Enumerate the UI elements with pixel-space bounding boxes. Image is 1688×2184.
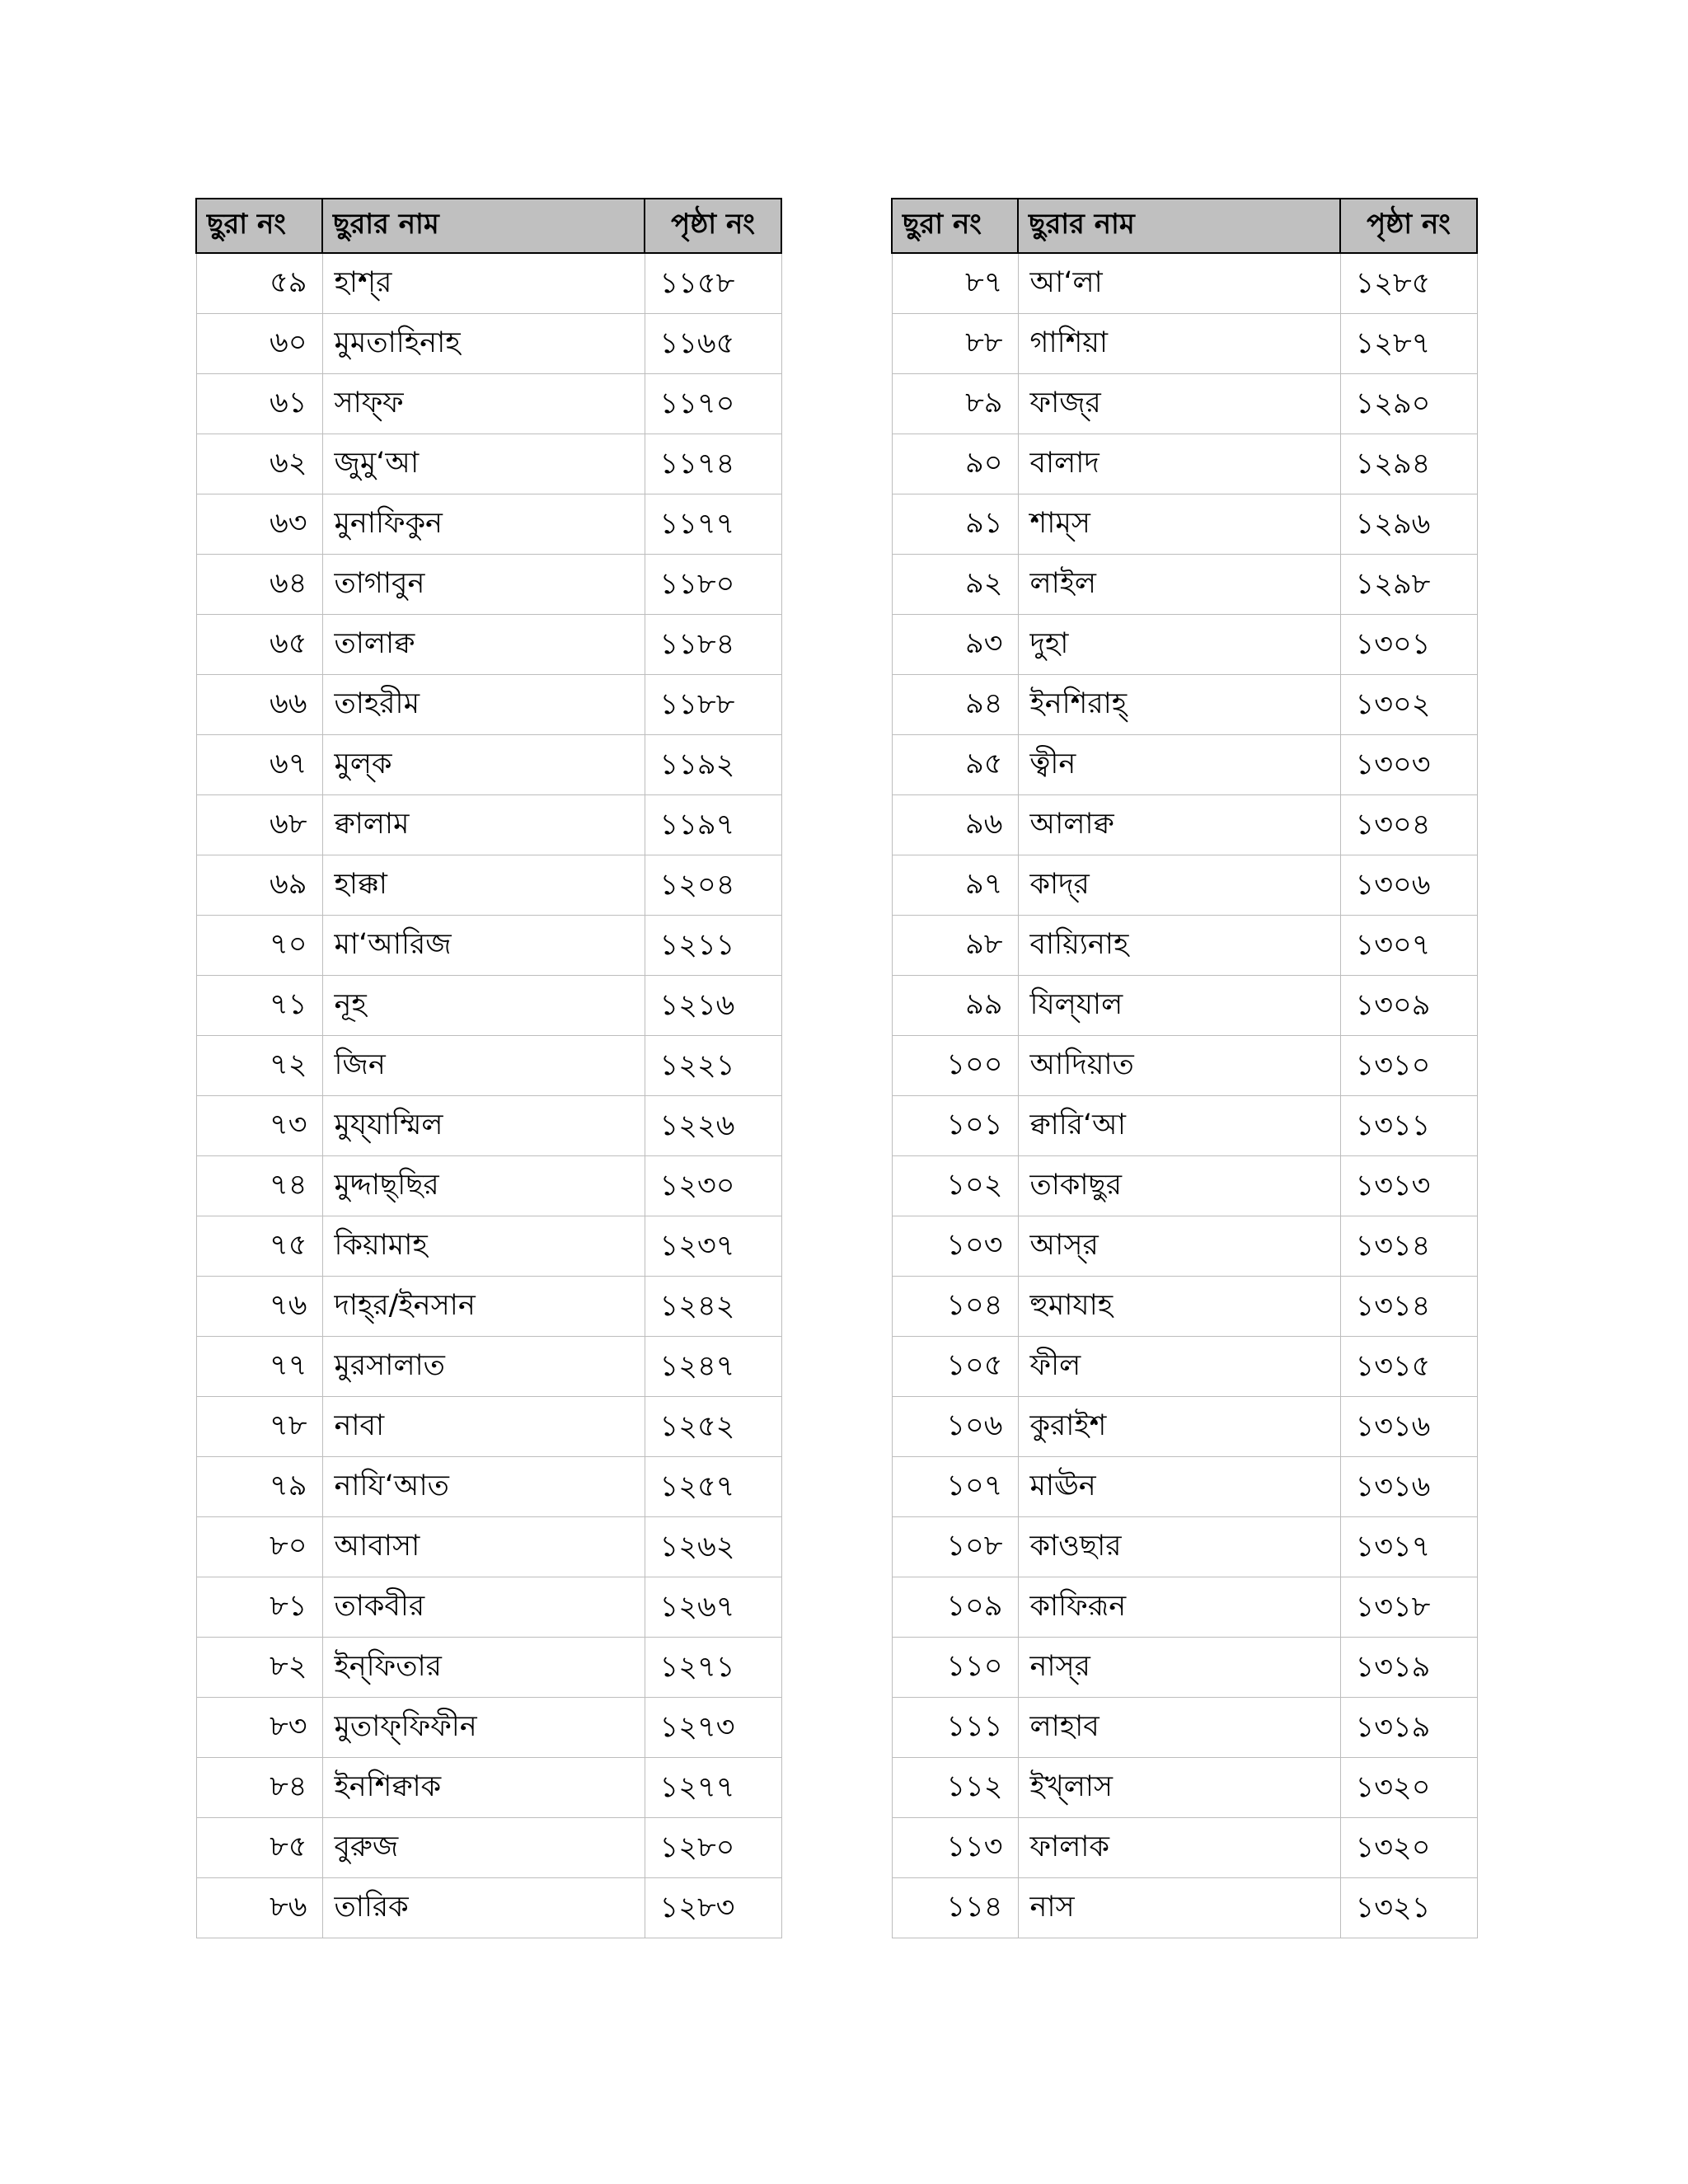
surah-name-cell: নাস: [1018, 1878, 1340, 1938]
surah-name-cell: আ‘লা: [1018, 253, 1340, 314]
table-row: [196, 1878, 781, 1938]
surah-index-table-left: [195, 198, 782, 1938]
surah-number-cell: ৯৭: [892, 855, 1018, 916]
surah-name-cell: ক্বারি‘আ: [1018, 1096, 1340, 1156]
page-number-cell: ১৩০৭: [1340, 916, 1477, 976]
table-row: [196, 1517, 781, 1577]
table-row: [196, 1337, 781, 1397]
surah-name-cell: মাঊন: [1018, 1457, 1340, 1517]
table-row: [892, 735, 1477, 795]
surah-name-cell: হুমাযাহ: [1018, 1277, 1340, 1337]
table-row: [892, 1337, 1477, 1397]
table-row: [196, 1036, 781, 1096]
surah-name-cell: দুহা: [1018, 615, 1340, 675]
table-row: [196, 795, 781, 855]
page-number-cell: ১৩১৯: [1340, 1638, 1477, 1698]
surah-name-cell: ফালাক: [1018, 1818, 1340, 1878]
page-number-cell: ১২৪৭: [645, 1337, 781, 1397]
surah-number-cell: ১০০: [892, 1036, 1018, 1096]
page-number-cell: ১১৫৮: [645, 253, 781, 314]
surah-name-cell: বুরুজ: [322, 1818, 645, 1878]
page-number-cell: ১২৩০: [645, 1156, 781, 1216]
table-row: [196, 1457, 781, 1517]
page-number-cell: ১১৭৪: [645, 434, 781, 494]
surah-name-cell: লাইল: [1018, 555, 1340, 615]
surah-number-cell: ১১১: [892, 1698, 1018, 1758]
page-number-cell: ১১৯৭: [645, 795, 781, 855]
surah-number-cell: ৮২: [196, 1638, 322, 1698]
surah-name-cell: শাম্‌স: [1018, 494, 1340, 555]
surah-number-cell: ৯৩: [892, 615, 1018, 675]
page-number-cell: ১১৮৮: [645, 675, 781, 735]
surah-number-cell: ৭৯: [196, 1457, 322, 1517]
table-row: [892, 675, 1477, 735]
page-number-cell: ১২৬৭: [645, 1577, 781, 1638]
table-row: [892, 1577, 1477, 1638]
page-number-cell: ১৩০৬: [1340, 855, 1477, 916]
surah-number-cell: ১০৭: [892, 1457, 1018, 1517]
table-row: [892, 1216, 1477, 1277]
surah-name-cell: মুতাফ্‌ফিফীন: [322, 1698, 645, 1758]
surah-number-cell: ৯২: [892, 555, 1018, 615]
surah-name-cell: কিয়ামাহ: [322, 1216, 645, 1277]
surah-number-cell: ৮৪: [196, 1758, 322, 1818]
surah-name-cell: তাহরীম: [322, 675, 645, 735]
page-number-cell: ১৩১৯: [1340, 1698, 1477, 1758]
surah-name-cell: কাদ্‌র: [1018, 855, 1340, 916]
page-number-cell: ১২৭৩: [645, 1698, 781, 1758]
surah-number-cell: ১১৪: [892, 1878, 1018, 1938]
surah-name-cell: লাহাব: [1018, 1698, 1340, 1758]
surah-number-cell: ১০২: [892, 1156, 1018, 1216]
header-page-no: পৃষ্ঠা নং: [645, 199, 781, 253]
page-number-cell: ১৩১১: [1340, 1096, 1477, 1156]
surah-number-cell: ৮৮: [892, 314, 1018, 374]
surah-number-cell: ৯৯: [892, 976, 1018, 1036]
table-row: [196, 434, 781, 494]
page-number-cell: ১২৮৩: [645, 1878, 781, 1938]
page-number-cell: ১২৮৫: [1340, 253, 1477, 314]
surah-name-cell: সাফ্‌ফ: [322, 374, 645, 434]
table-row: [196, 1397, 781, 1457]
page-number-cell: ১৩১৭: [1340, 1517, 1477, 1577]
page-number-cell: ১২৯৬: [1340, 494, 1477, 555]
surah-name-cell: মুল্‌ক: [322, 735, 645, 795]
surah-number-cell: ১০৫: [892, 1337, 1018, 1397]
table-row: [892, 1878, 1477, 1938]
page-number-cell: ১২৪২: [645, 1277, 781, 1337]
surah-number-cell: ৮৩: [196, 1698, 322, 1758]
surah-number-cell: ৭৬: [196, 1277, 322, 1337]
table-row: [892, 1818, 1477, 1878]
surah-number-cell: ১০৩: [892, 1216, 1018, 1277]
surah-name-cell: তাগাবুন: [322, 555, 645, 615]
table-row: [892, 434, 1477, 494]
surah-number-cell: ৯৮: [892, 916, 1018, 976]
surah-number-cell: ৭৭: [196, 1337, 322, 1397]
table-row: [892, 916, 1477, 976]
page-number-cell: ১২৬২: [645, 1517, 781, 1577]
table-row: [892, 494, 1477, 555]
surah-number-cell: ৭০: [196, 916, 322, 976]
surah-number-cell: ৯৬: [892, 795, 1018, 855]
surah-name-cell: হাক্কা: [322, 855, 645, 916]
table-row: [892, 555, 1477, 615]
page-number-cell: ১১৮৪: [645, 615, 781, 675]
surah-number-cell: ৬১: [196, 374, 322, 434]
table-row: [892, 374, 1477, 434]
surah-name-cell: মুমতাহিনাহ: [322, 314, 645, 374]
table-row: [196, 735, 781, 795]
table-row: [196, 1698, 781, 1758]
page-number-cell: ১২১৬: [645, 976, 781, 1036]
page-number-cell: ১১৭৭: [645, 494, 781, 555]
page-number-cell: ১১৯২: [645, 735, 781, 795]
page-number-cell: ১২৯৮: [1340, 555, 1477, 615]
surah-number-cell: ৮০: [196, 1517, 322, 1577]
surah-name-cell: ইনশিরাহ্: [1018, 675, 1340, 735]
surah-name-cell: ইনশিক্বাক: [322, 1758, 645, 1818]
surah-number-cell: ১০৯: [892, 1577, 1018, 1638]
page-number-cell: ১২৭১: [645, 1638, 781, 1698]
table-row: [196, 374, 781, 434]
table-row: [196, 1277, 781, 1337]
page-number-cell: ১৩১৪: [1340, 1277, 1477, 1337]
page-number-cell: ১৩০৯: [1340, 976, 1477, 1036]
page-number-cell: ১৩২০: [1340, 1818, 1477, 1878]
table-row: [892, 1036, 1477, 1096]
table-row: [892, 1156, 1477, 1216]
header-surah-no: ছুরা নং: [196, 199, 322, 253]
page-number-cell: ১৩২১: [1340, 1878, 1477, 1938]
surah-name-cell: ক্বালাম: [322, 795, 645, 855]
surah-number-cell: ৭৩: [196, 1096, 322, 1156]
page-number-cell: ১২৫২: [645, 1397, 781, 1457]
table-row: [892, 1758, 1477, 1818]
page-number-cell: ১২৮৭: [1340, 314, 1477, 374]
surah-number-cell: ৬৮: [196, 795, 322, 855]
surah-number-cell: ৯৫: [892, 735, 1018, 795]
surah-number-cell: ৭৫: [196, 1216, 322, 1277]
surah-number-cell: ৮৫: [196, 1818, 322, 1878]
page-number-cell: ১৩০৩: [1340, 735, 1477, 795]
page-number-cell: ১৩০১: [1340, 615, 1477, 675]
page-number-cell: ১২৩৭: [645, 1216, 781, 1277]
header-surah-name: ছুরার নাম: [322, 199, 645, 253]
surah-name-cell: কাওছার: [1018, 1517, 1340, 1577]
surah-number-cell: ৭২: [196, 1036, 322, 1096]
table-row: [892, 1698, 1477, 1758]
surah-number-cell: ৬৯: [196, 855, 322, 916]
header-page-no: পৃষ্ঠা নং: [1340, 199, 1477, 253]
surah-number-cell: ৬৬: [196, 675, 322, 735]
table-row: [196, 855, 781, 916]
page-number-cell: ১২২১: [645, 1036, 781, 1096]
surah-name-cell: যিল্‌যাল: [1018, 976, 1340, 1036]
page-number-cell: ১১৭০: [645, 374, 781, 434]
page-number-cell: ১৩০২: [1340, 675, 1477, 735]
surah-name-cell: তাকবীর: [322, 1577, 645, 1638]
surah-name-cell: হাশ্‌র: [322, 253, 645, 314]
surah-number-cell: ৮৭: [892, 253, 1018, 314]
surah-name-cell: কাফিরূন: [1018, 1577, 1340, 1638]
surah-number-cell: ৬২: [196, 434, 322, 494]
table-row: [196, 253, 781, 314]
surah-number-cell: ১০৪: [892, 1277, 1018, 1337]
surah-number-cell: ৬৭: [196, 735, 322, 795]
table-row: [892, 1517, 1477, 1577]
surah-number-cell: ৯০: [892, 434, 1018, 494]
page-number-cell: ১২২৬: [645, 1096, 781, 1156]
table-row: [196, 1758, 781, 1818]
page-number-cell: ১২৫৭: [645, 1457, 781, 1517]
page-number-cell: ১২১১: [645, 916, 781, 976]
table-row: [892, 1457, 1477, 1517]
table-row: [892, 1096, 1477, 1156]
surah-name-cell: বালাদ: [1018, 434, 1340, 494]
table-row: [196, 1818, 781, 1878]
surah-name-cell: আস্‌র: [1018, 1216, 1340, 1277]
table-header-row: [196, 199, 781, 253]
page-number-cell: ১৩১৮: [1340, 1577, 1477, 1638]
page-number-cell: ১৩২০: [1340, 1758, 1477, 1818]
table-row: [196, 1638, 781, 1698]
page-number-cell: ১৩১৩: [1340, 1156, 1477, 1216]
table-row: [196, 555, 781, 615]
surah-number-cell: ৭১: [196, 976, 322, 1036]
surah-number-cell: ১০৮: [892, 1517, 1018, 1577]
table-row: [196, 916, 781, 976]
surah-number-cell: ১০৬: [892, 1397, 1018, 1457]
table-row: [196, 314, 781, 374]
surah-name-cell: নাস্‌র: [1018, 1638, 1340, 1698]
surah-name-cell: আলাক্ব: [1018, 795, 1340, 855]
table-row: [196, 1577, 781, 1638]
surah-number-cell: ৬৪: [196, 555, 322, 615]
page-number-cell: ১২৯৪: [1340, 434, 1477, 494]
surah-name-cell: মুনাফিকুন: [322, 494, 645, 555]
page-number-cell: ১৩১৬: [1340, 1457, 1477, 1517]
surah-number-cell: ৬৫: [196, 615, 322, 675]
page-number-cell: ১৩১৪: [1340, 1216, 1477, 1277]
surah-name-cell: আবাসা: [322, 1517, 645, 1577]
page-number-cell: ১৩১৬: [1340, 1397, 1477, 1457]
table-row: [892, 314, 1477, 374]
table-row: [892, 253, 1477, 314]
table-row: [196, 1216, 781, 1277]
table-row: [196, 494, 781, 555]
surah-name-cell: গাশিয়া: [1018, 314, 1340, 374]
surah-name-cell: নূহ: [322, 976, 645, 1036]
surah-name-cell: মুদ্দাছ্‌ছির: [322, 1156, 645, 1216]
surah-name-cell: জুমু‘আ: [322, 434, 645, 494]
header-surah-name: ছুরার নাম: [1018, 199, 1340, 253]
surah-name-cell: নাযি‘আত: [322, 1457, 645, 1517]
surah-number-cell: ১১২: [892, 1758, 1018, 1818]
surah-name-cell: ইন্‌ফিতার: [322, 1638, 645, 1698]
table-row: [892, 795, 1477, 855]
table-header-row: [892, 199, 1477, 253]
surah-name-cell: মুরসালাত: [322, 1337, 645, 1397]
surah-number-cell: ৮১: [196, 1577, 322, 1638]
surah-number-cell: ৮৬: [196, 1878, 322, 1938]
table-row: [892, 855, 1477, 916]
surah-name-cell: জিন: [322, 1036, 645, 1096]
surah-name-cell: তারিক: [322, 1878, 645, 1938]
surah-index-table-right: [891, 198, 1478, 1938]
surah-name-cell: কুরাইশ: [1018, 1397, 1340, 1457]
surah-name-cell: ইখ্‌লাস: [1018, 1758, 1340, 1818]
surah-name-cell: তালাক্ব: [322, 615, 645, 675]
header-surah-no: ছুরা নং: [892, 199, 1018, 253]
surah-number-cell: ৯১: [892, 494, 1018, 555]
table-row: [892, 1277, 1477, 1337]
table-row: [196, 675, 781, 735]
page-number-cell: ১৩১৫: [1340, 1337, 1477, 1397]
page-number-cell: ১২০৪: [645, 855, 781, 916]
page-number-cell: ১২৮০: [645, 1818, 781, 1878]
table-row: [196, 976, 781, 1036]
surah-name-cell: তাকাছুর: [1018, 1156, 1340, 1216]
table-row: [196, 1096, 781, 1156]
surah-name-cell: ফাজ্‌র: [1018, 374, 1340, 434]
table-row: [892, 615, 1477, 675]
surah-number-cell: ৬০: [196, 314, 322, 374]
page-number-cell: ১১৬৫: [645, 314, 781, 374]
surah-name-cell: ত্বীন: [1018, 735, 1340, 795]
surah-number-cell: ১১০: [892, 1638, 1018, 1698]
surah-name-cell: নাবা: [322, 1397, 645, 1457]
table-row: [892, 1638, 1477, 1698]
page-number-cell: ১৩১০: [1340, 1036, 1477, 1096]
page-number-cell: ১২৭৭: [645, 1758, 781, 1818]
table-row: [892, 1397, 1477, 1457]
surah-number-cell: ৫৯: [196, 253, 322, 314]
surah-name-cell: মুয্‌যাম্মিল: [322, 1096, 645, 1156]
surah-name-cell: দাহ্‌র/ইনসান: [322, 1277, 645, 1337]
page-number-cell: ১১৮০: [645, 555, 781, 615]
table-row: [196, 1156, 781, 1216]
surah-number-cell: ৮৯: [892, 374, 1018, 434]
surah-number-cell: ৯৪: [892, 675, 1018, 735]
page-number-cell: ১২৯০: [1340, 374, 1477, 434]
surah-number-cell: ৭৪: [196, 1156, 322, 1216]
surah-number-cell: ১১৩: [892, 1818, 1018, 1878]
surah-number-cell: ৭৮: [196, 1397, 322, 1457]
surah-number-cell: ১০১: [892, 1096, 1018, 1156]
surah-name-cell: বায়্যিনাহ: [1018, 916, 1340, 976]
page-number-cell: ১৩০৪: [1340, 795, 1477, 855]
surah-name-cell: মা‘আরিজ: [322, 916, 645, 976]
table-row: [892, 976, 1477, 1036]
surah-number-cell: ৬৩: [196, 494, 322, 555]
surah-name-cell: আদিয়াত: [1018, 1036, 1340, 1096]
surah-name-cell: ফীল: [1018, 1337, 1340, 1397]
table-row: [196, 615, 781, 675]
